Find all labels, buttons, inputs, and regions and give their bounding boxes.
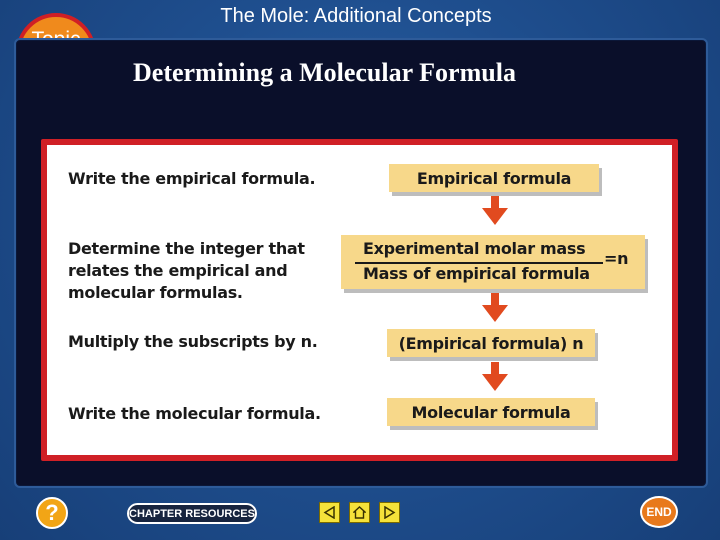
next-arrow-icon — [383, 506, 396, 519]
fraction-numerator: Experimental molar mass — [363, 239, 586, 258]
down-arrow-icon — [480, 362, 510, 392]
step-1-text: Write the empirical formula. — [68, 169, 316, 188]
header-title: The Mole: Additional Concepts — [220, 5, 492, 27]
multiplied-formula-box: (Empirical formula) n — [387, 329, 595, 357]
next-button[interactable] — [379, 502, 400, 523]
step-4-text: Write the molecular formula. — [68, 404, 321, 423]
home-icon — [353, 506, 366, 519]
help-icon: ? — [45, 500, 59, 525]
previous-arrow-icon — [323, 506, 336, 519]
step-2-text: Determine the integer that relates the empirical and molecular formulas. — [68, 239, 305, 302]
slide-title: Determining a Molecular Formula — [133, 58, 516, 87]
empirical-formula-box: Empirical formula — [389, 164, 599, 192]
molecular-formula-box: Molecular formula — [387, 398, 595, 426]
down-arrow-icon — [480, 293, 510, 323]
help-button[interactable] — [36, 497, 68, 529]
end-button[interactable]: END — [640, 496, 678, 528]
previous-button[interactable] — [319, 502, 340, 523]
fraction-denominator: Mass of empirical formula — [363, 264, 590, 283]
fraction-equals-n: =n — [604, 249, 629, 268]
home-button[interactable] — [349, 502, 370, 523]
chapter-resources-button[interactable]: CHAPTER RESOURCES — [127, 503, 257, 524]
step-3-text: Multiply the subscripts by n. — [68, 332, 318, 351]
down-arrow-icon — [480, 196, 510, 226]
fraction-box — [341, 235, 645, 289]
